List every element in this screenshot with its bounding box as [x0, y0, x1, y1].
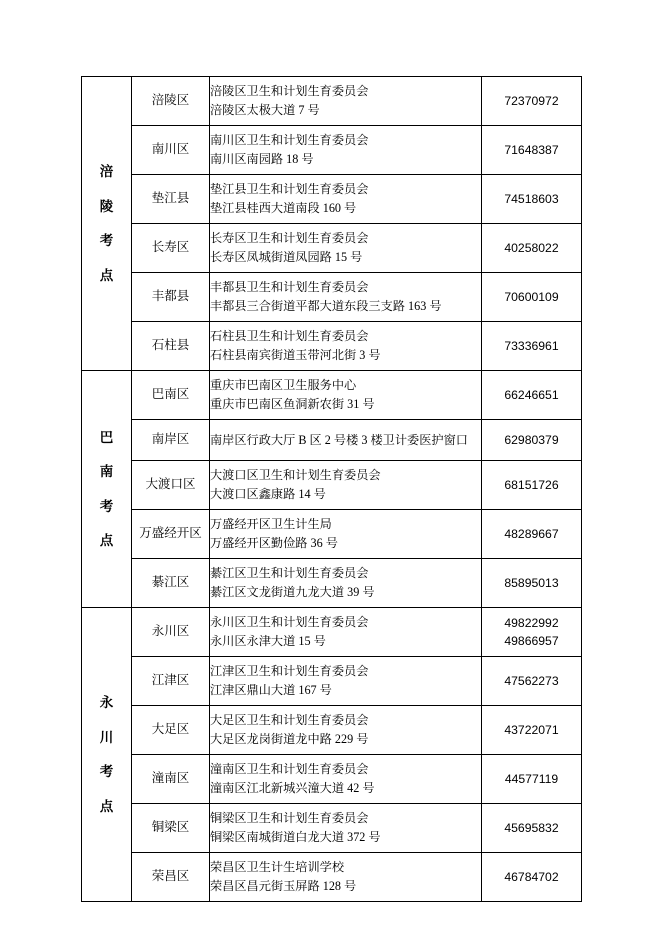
organization-address-cell [210, 126, 482, 175]
vertical-label-char: 永 [99, 695, 114, 710]
address-line: 南川区南园路 18 号 [210, 152, 314, 166]
contact-phone-cell [482, 853, 582, 902]
vertical-label-char: 涪 [99, 164, 114, 179]
contact-phone-cell [482, 559, 582, 608]
address-line: 丰都县卫生和计划生育委员会 [210, 280, 369, 295]
vertical-label-char: 点 [99, 267, 114, 283]
phone-number: 72370972 [504, 93, 559, 108]
contact-phone-cell [482, 126, 582, 175]
phone-number: 48289667 [504, 526, 559, 541]
phone-number: 45695832 [504, 820, 559, 835]
district-name-cell: 大渡口区 [132, 461, 210, 510]
organization-address-cell [210, 657, 482, 706]
address-line: 长寿区卫生和计划生育委员会 [210, 231, 369, 246]
exam-point-group-label [82, 77, 132, 371]
vertical-label-char: 考 [99, 233, 114, 248]
address-line: 垫江县桂西大道南段 160 号 [210, 201, 357, 215]
vertical-label-stack [82, 686, 131, 824]
contact-phone-cell [482, 461, 582, 510]
district-name-cell: 铜梁区 [132, 804, 210, 853]
table-row [82, 461, 582, 510]
contact-phone-cell [482, 273, 582, 322]
organization-address-cell [210, 273, 482, 322]
contact-phone-cell [482, 755, 582, 804]
organization-address-cell [210, 461, 482, 510]
organization-address-cell [210, 706, 482, 755]
district-name-cell: 长寿区 [132, 224, 210, 273]
phone-number: 66246651 [504, 387, 559, 402]
address-line: 铜梁区南城街道白龙大道 372 号 [210, 830, 381, 844]
address-line: 铜梁区卫生和计划生育委员会 [210, 811, 369, 826]
address-line: 潼南区江北新城兴潼大道 42 号 [210, 781, 375, 795]
address-line: 荣昌区昌元街玉屏路 128 号 [210, 879, 357, 893]
contact-phone-cell [482, 371, 582, 420]
table-row [82, 322, 582, 371]
organization-address-cell [210, 510, 482, 559]
address-line: 重庆市巴南区鱼洞新农街 31 号 [210, 397, 375, 411]
district-name-cell: 潼南区 [132, 755, 210, 804]
vertical-label-stack [82, 420, 131, 558]
phone-number: 47562273 [504, 673, 559, 688]
organization-address-cell [210, 853, 482, 902]
table-row [82, 608, 582, 657]
vertical-label-stack [82, 155, 131, 293]
address-line: 江津区鼎山大道 167 号 [210, 683, 332, 697]
address-line: 大足区卫生和计划生育委员会 [210, 713, 369, 728]
address-line: 荣昌区卫生计生培训学校 [210, 860, 345, 875]
address-line: 石柱县南宾街道玉带河北街 3 号 [210, 348, 381, 362]
district-name-cell: 丰都县 [132, 273, 210, 322]
phone-number: 49866957 [504, 634, 559, 648]
district-name-cell: 大足区 [132, 706, 210, 755]
contact-phone-cell [482, 510, 582, 559]
district-name-cell: 南川区 [132, 126, 210, 175]
contact-phone-cell [482, 706, 582, 755]
exam-point-group-label [82, 371, 132, 608]
address-line: 丰都县三合街道平都大道东段三支路 163 号 [210, 299, 442, 313]
address-line: 大足区龙岗街道龙中路 229 号 [210, 732, 369, 746]
district-name-cell: 南岸区 [132, 420, 210, 461]
contact-phone-cell [482, 77, 582, 126]
address-line: 大渡口区鑫康路 14 号 [210, 487, 326, 501]
table-body [82, 77, 582, 902]
table-row [82, 224, 582, 273]
table-row [82, 657, 582, 706]
organization-address-cell [210, 371, 482, 420]
phone-number: 71648387 [504, 142, 559, 157]
district-name-cell: 垫江县 [132, 175, 210, 224]
contact-phone-cell [482, 420, 582, 461]
organization-address-cell [210, 755, 482, 804]
address-line: 南川区卫生和计划生育委员会 [210, 133, 369, 148]
table-row [82, 77, 582, 126]
table-row [82, 420, 582, 461]
phone-number: 68151726 [504, 477, 559, 492]
address-line: 万盛经开区卫生计生局 [210, 517, 332, 532]
address-line: 江津区卫生和计划生育委员会 [210, 664, 369, 679]
vertical-label-char: 陵 [99, 198, 114, 214]
district-name-cell: 永川区 [132, 608, 210, 657]
contact-phone-cell [482, 657, 582, 706]
address-line: 石柱县卫生和计划生育委员会 [210, 329, 369, 344]
vertical-label-char: 巴 [99, 429, 114, 445]
table-row [82, 755, 582, 804]
table-row [82, 559, 582, 608]
contact-phone-cell [482, 175, 582, 224]
table-row [82, 510, 582, 559]
phone-number: 74518603 [504, 191, 559, 206]
address-line: 永川区卫生和计划生育委员会 [210, 615, 369, 630]
table-row [82, 126, 582, 175]
address-line: 綦江区卫生和计划生育委员会 [210, 566, 369, 581]
address-line: 涪陵区太极大道 7 号 [210, 103, 320, 117]
district-name-cell: 江津区 [132, 657, 210, 706]
phone-number: 70600109 [504, 289, 559, 304]
contact-phone-cell [482, 322, 582, 371]
address-line: 綦江区文龙街道九龙大道 39 号 [210, 585, 375, 599]
vertical-label-char: 点 [99, 798, 114, 814]
address-line: 长寿区凤城街道凤园路 15 号 [210, 250, 363, 264]
organization-address-cell [210, 77, 482, 126]
phone-number: 62980379 [504, 432, 559, 447]
exam-points-table-container [81, 76, 581, 902]
exam-point-group-label [82, 608, 132, 902]
address-line: 涪陵区卫生和计划生育委员会 [210, 84, 369, 99]
address-line: 潼南区卫生和计划生育委员会 [210, 762, 369, 777]
address-line: 重庆市巴南区卫生服务中心 [210, 378, 357, 393]
table-row [82, 853, 582, 902]
vertical-label-char: 考 [99, 764, 114, 779]
phone-number: 43722071 [504, 722, 559, 737]
organization-address-cell [210, 420, 482, 461]
exam-points-table [81, 76, 582, 902]
address-line: 南岸区行政大厅 B 区 2 号楼 3 楼卫计委医护窗口 [210, 432, 468, 447]
organization-address-cell [210, 175, 482, 224]
vertical-label-char: 考 [99, 498, 114, 514]
address-line: 万盛经开区勤俭路 36 号 [210, 536, 338, 550]
district-name-cell: 涪陵区 [132, 77, 210, 126]
phone-number: 44577119 [504, 771, 559, 786]
vertical-label-char: 南 [99, 464, 114, 479]
contact-phone-cell [482, 804, 582, 853]
organization-address-cell [210, 804, 482, 853]
district-name-cell: 荣昌区 [132, 853, 210, 902]
organization-address-cell [210, 559, 482, 608]
district-name-cell: 万盛经开区 [132, 510, 210, 559]
contact-phone-cell [482, 608, 582, 657]
phone-number: 85895013 [504, 575, 559, 590]
district-name-cell: 石柱县 [132, 322, 210, 371]
organization-address-cell [210, 224, 482, 273]
vertical-label-char: 点 [99, 533, 114, 548]
organization-address-cell [210, 608, 482, 657]
table-row [82, 273, 582, 322]
organization-address-cell [210, 322, 482, 371]
contact-phone-cell [482, 224, 582, 273]
table-row [82, 175, 582, 224]
address-line: 垫江县卫生和计划生育委员会 [210, 182, 369, 197]
table-row [82, 371, 582, 420]
district-name-cell: 綦江区 [132, 559, 210, 608]
phone-number: 46784702 [504, 869, 559, 884]
table-row [82, 804, 582, 853]
vertical-label-char: 川 [99, 729, 114, 745]
phone-number: 73336961 [504, 338, 559, 353]
phone-number: 49822992 [504, 615, 559, 630]
address-line: 大渡口区卫生和计划生育委员会 [210, 468, 381, 483]
district-name-cell: 巴南区 [132, 371, 210, 420]
table-row [82, 706, 582, 755]
address-line: 永川区永津大道 15 号 [210, 634, 326, 648]
phone-number: 40258022 [504, 240, 559, 255]
